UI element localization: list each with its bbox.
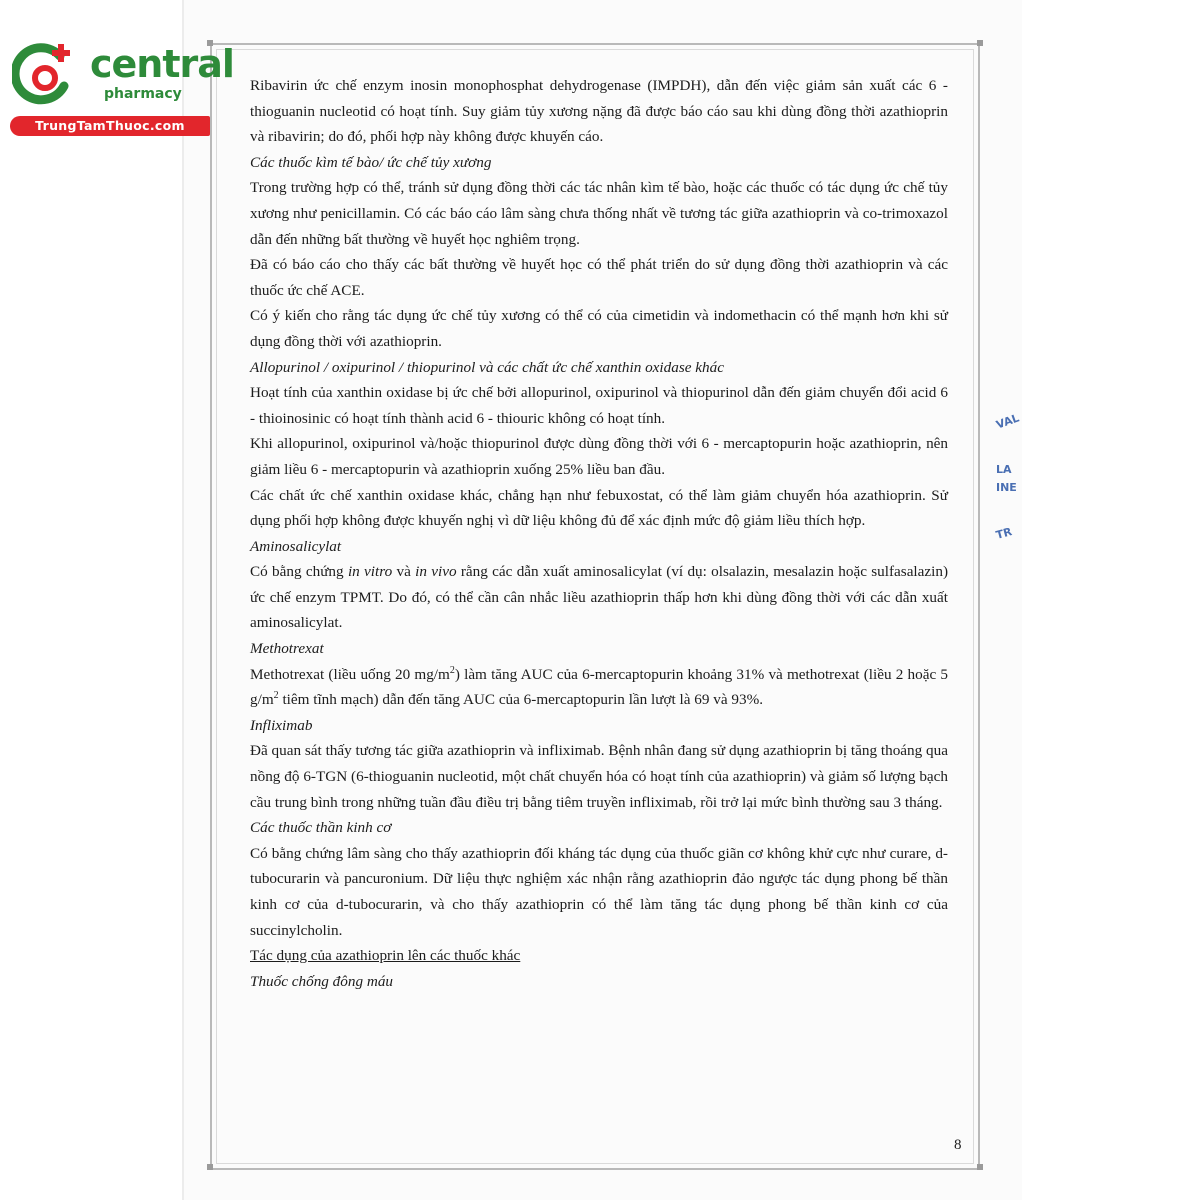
paragraph: Đã có báo cáo cho thấy các bất thường về huyết học có thể phát triển do sử dụng đồng thời azathioprin và các thuốc ức chế ACE. [250, 256, 948, 299]
section-heading: Aminosalicylat [250, 537, 342, 555]
paragraph: Đã quan sát thấy tương tác giữa azathioprin và infliximab. Bệnh nhân đang sử dụng azathioprin bị tăng thoáng qua nồng độ 6-TGN (6-thioguanin nucleotid, một chất chuyển hóa có hoạt tính của azathioprin) và giảm số lượng bạch cầu trung bình trong những tuần đầu điều trị bằng tiêm truyền infliximab, rồi trở lại mức bình thường sau 3 tháng. [250, 742, 948, 811]
stamp-text: TR [994, 525, 1014, 542]
superscript: 2 [449, 664, 455, 676]
section-heading: Methotrexat [250, 640, 324, 658]
section-heading: Các thuốc kìm tế bào/ ức chế tủy xương [250, 153, 492, 171]
frame-corner-bottom-left [207, 1164, 213, 1170]
side-stamp-fragment [996, 405, 1028, 545]
section-heading: Infliximab [250, 716, 313, 734]
text-run: và [392, 563, 416, 581]
section-heading: Allopurinol / oxipurinol / thiopurinol và các chất ức chế xanthin oxidase khác [250, 358, 724, 376]
italic-term: in vivo [415, 563, 457, 581]
brand-subtitle: pharmacy [104, 86, 182, 102]
frame-corner-bottom-right [977, 1164, 983, 1170]
paragraph: Có bằng chứng lâm sàng cho thấy azathioprin đối kháng tác dụng của thuốc giãn cơ không khử cực như curare, d-tubocurarin và pancuronium. Dữ liệu thực nghiệm xác nhận rằng azathioprin đảo ngược tác dụng phong bế thần kinh cơ của d-tubocurarin, và cho thấy azathioprin có thể làm tăng tác dụng phong bế thần kinh cơ của succinylcholin. [250, 844, 948, 939]
section-heading: Thuốc chống đông máu [250, 972, 394, 990]
italic-term: in vitro [347, 563, 393, 581]
text-run: tiêm tĩnh mạch) dẫn đến tăng AUC của 6-mercaptopurin lần lượt là 69 và 93%. [278, 691, 764, 709]
paragraph: Hoạt tính của xanthin oxidase bị ức chế bởi allopurinol, oxipurinol và thiopurinol dẫn đến giảm chuyển đổi acid 6 - thioinosinic có hoạt tính thành acid 6 - thiouric không có hoạt tính. [250, 384, 948, 427]
paragraph: Ribavirin ức chế enzym inosin monophosphat dehydrogenase (IMPDH), dẫn đến việc giảm sản xuất các 6 - thioguanin nucleotid có hoạt tính. Suy giảm tủy xương nặng đã được báo cáo sau khi dùng đồng thời azathioprin và ribavirin; do đó, phối hợp này không được khuyến cáo. [250, 77, 948, 146]
scan-edge [182, 0, 184, 1200]
paragraph [250, 662, 948, 713]
stamp-text: LA [996, 463, 1012, 476]
page-number: 8 [954, 1137, 962, 1153]
paragraph [250, 559, 948, 636]
section-heading: Các thuốc thần kinh cơ [250, 819, 392, 837]
brand-site-banner: TrungTamThuoc.com [10, 116, 210, 136]
paragraph: Các chất ức chế xanthin oxidase khác, chẳng hạn như febuxostat, có thể làm giảm chuyển hóa azathioprin. Sử dụng phối hợp không được khuyến nghị vì dữ liệu không đủ để xác định mức độ giảm liều thích hợp. [250, 486, 948, 530]
text-run: rằng các dẫn xuất aminosalicylat (ví dụ: olsalazin, mesalazin hoặc sulfasalazin) ức chế enzym TPMT. Do đó, có thể cần cân nhắc liều azathioprin thấp hơn khi dùng đồng thời với các dẫn xuất aminosalicylat. [250, 563, 949, 632]
stamp-text: INE [996, 481, 1017, 494]
frame-corner-top-right [977, 40, 983, 46]
section-heading-underlined: Tác dụng của azathioprin lên các thuốc khác [250, 947, 521, 965]
brand-logo [10, 36, 234, 136]
brand-name: central [90, 42, 234, 86]
paragraph: Trong trường hợp có thể, tránh sử dụng đồng thời các tác nhân kìm tế bào, hoặc các thuốc có tác dụng ức chế tủy xương như penicillamin. Có các báo cáo lâm sàng chưa thống nhất về tương tác giữa azathioprin và co-trimoxazol dẫn đến những bất thường về huyết học nghiêm trọng. [250, 179, 948, 248]
central-pharmacy-logo-icon [12, 42, 76, 106]
text-run: Có bằng chứng [250, 563, 348, 581]
paragraph: Có ý kiến cho rằng tác dụng ức chế tủy xương có thể có của cimetidin và indomethacin có thể mạnh hơn khi sử dụng đồng thời với azathioprin. [250, 307, 948, 350]
text-run: ) làm tăng AUC của 6-mercaptopurin khoảng 31% và methotrexat (liều 2 hoặc 5 g/m [250, 665, 948, 709]
stamp-text: VAL [994, 411, 1021, 432]
superscript: 2 [273, 690, 279, 702]
text-run: Methotrexat (liều uống 20 mg/m [250, 665, 450, 683]
paragraph: Khi allopurinol, oxipurinol và/hoặc thiopurinol được dùng đồng thời với 6 - mercaptopurin hoặc azathioprin, nên giảm liều 6 - mercaptopurin và azathioprin xuống 25% liều ban đầu. [250, 435, 948, 478]
document-body [250, 73, 948, 994]
